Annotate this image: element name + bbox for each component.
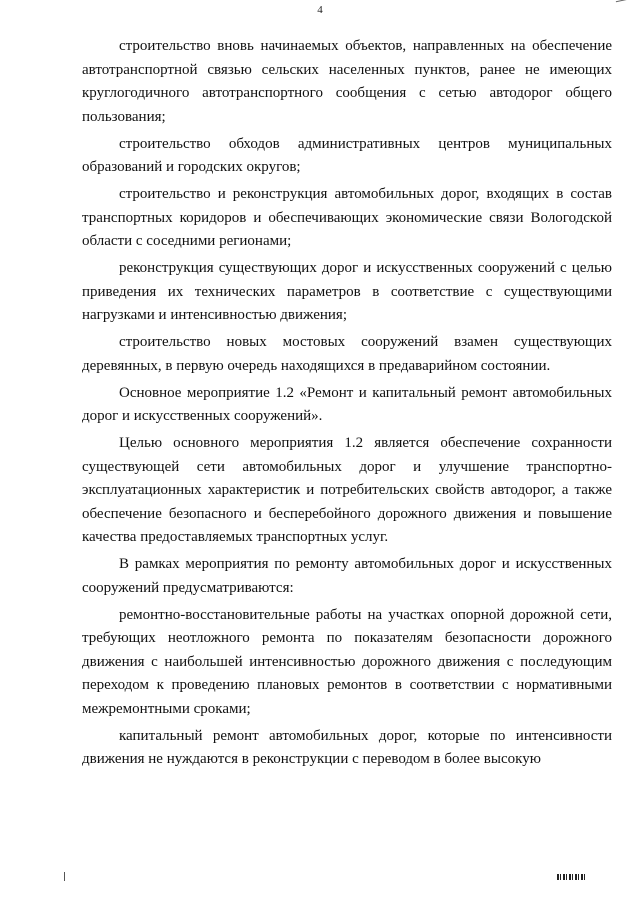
paragraph-new-construction: строительство вновь начинаемых объектов, направленных на обеспечение автотранспортной связью сельских населенных пунктов, ранее не имеющих круглогодичного автотранспортного сообщения с сетью автодорог общего пользования; <box>82 38 612 125</box>
paragraph-transport-corridors: строительство и реконструкция автомобильных дорог, входящих в состав транспортных коридоров и обеспечивающих экономические связи Вологодской области с соседними регионами; <box>82 186 612 249</box>
paragraph-repair-scope: В рамках мероприятия по ремонту автомобильных дорог и искусственных сооружений предусматриваются: <box>82 556 612 596</box>
document-body <box>82 35 612 775</box>
paragraph-restoration-works: ремонтно-восстановительные работы на участках опорной дорожной сети, требующих неотложного ремонта по показателям безопасности дорожного движения с наибольшей интенсивностью дорожного движения с последующим переходом к проведению плановых ремонтов в соответствии с нормативными межремонтными сроками; <box>82 606 612 717</box>
paragraph-measure-heading: Основное мероприятие 1.2 «Ремонт и капитальный ремонт автомобильных дорог и искусственных сооружений». <box>82 384 612 424</box>
footer-scan-mark <box>64 872 65 881</box>
paragraph-measure-goal: Целью основного мероприятия 1.2 является обеспечение сохранности существующей сети автомобильных дорог и улучшение транспортно-эксплуатационных характеристик и потребительских свойств автодорог, а также обеспечение безопасного и бесперебойного дорожного движения и повышение качества предоставляемых транспортных услуг. <box>82 435 612 545</box>
footer-barcode-mark <box>557 874 585 880</box>
paragraph-reconstruction: реконструкция существующих дорог и искусственных сооружений с целью приведения их технических параметров в соответствие с существующими нагрузками и интенсивностью движения; <box>82 260 612 323</box>
page-number: 4 <box>317 4 323 16</box>
paragraph-bypass-construction: строительство обходов административных центров муниципальных образований и городских округов; <box>82 135 612 175</box>
paragraph-bridge-construction: строительство новых мостовых сооружений взамен существующих деревянных, в первую очередь находящихся в предаварийном состоянии. <box>82 334 612 374</box>
paragraph-capital-repair: капитальный ремонт автомобильных дорог, которые по интенсивности движения не нуждаются в реконструкции с переводом в более высокую <box>82 727 612 767</box>
